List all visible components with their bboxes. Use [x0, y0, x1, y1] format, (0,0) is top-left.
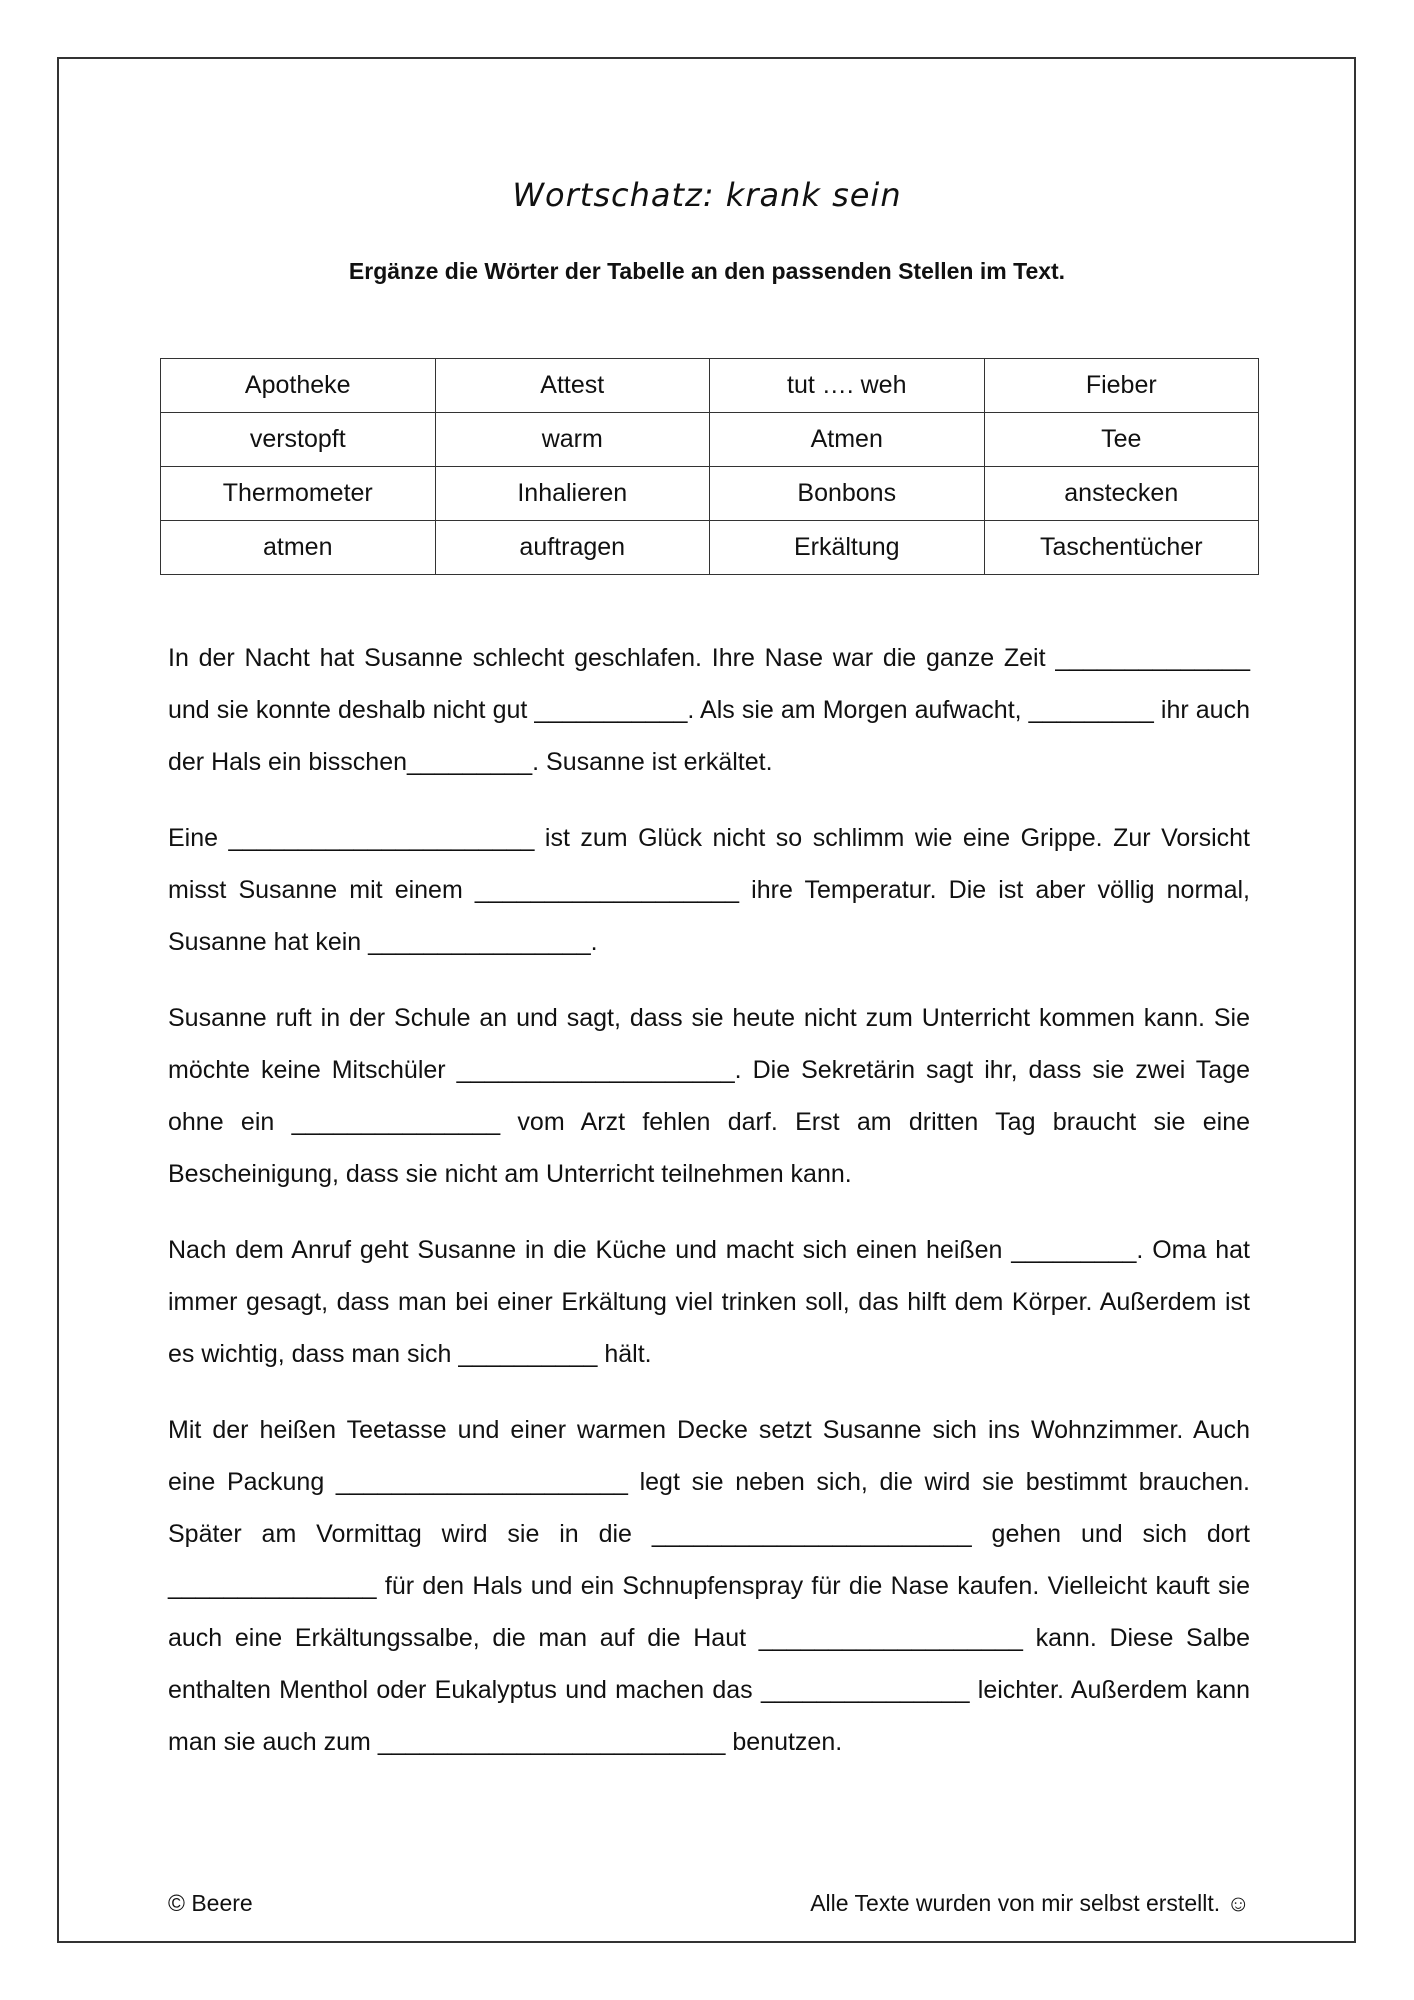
word-bank-cell: Atmen: [710, 413, 985, 467]
cloze-paragraph: Nach dem Anruf geht Susanne in die Küche und macht sich einen heißen _________. Oma hat immer gesagt, dass man bei einer Erkältung viel trinken soll, das hilft dem Körper. Außerdem ist es wichtig, dass man sich __________ hält.: [168, 1236, 1250, 1368]
word-bank-cell: auftragen: [435, 521, 710, 575]
word-bank-cell: verstopft: [161, 413, 436, 467]
word-bank-cell: Bonbons: [710, 467, 985, 521]
word-bank-cell: Tee: [984, 413, 1259, 467]
word-bank-table: [160, 358, 1259, 575]
word-bank-row: [161, 467, 1259, 521]
word-bank-row: [161, 521, 1259, 575]
word-bank-cell: Fieber: [984, 359, 1259, 413]
word-bank-cell: Taschentücher: [984, 521, 1259, 575]
worksheet-title: Wortschatz: krank sein: [512, 176, 902, 214]
word-bank-cell: tut …. weh: [710, 359, 985, 413]
word-bank-cell: Apotheke: [161, 359, 436, 413]
cloze-paragraph: In der Nacht hat Susanne schlecht geschlafen. Ihre Nase war die ganze Zeit ______________ und sie konnte deshalb nicht gut ___________. Als sie am Morgen aufwacht, _________ ihr auch der Hals ein bisschen_________. Susanne ist erkältet.: [168, 644, 1250, 776]
word-bank-cell: Thermometer: [161, 467, 436, 521]
word-bank-row: [161, 359, 1259, 413]
word-bank-cell: Erkältung: [710, 521, 985, 575]
cloze-paragraph: Mit der heißen Teetasse und einer warmen Decke setzt Susanne sich ins Wohnzimmer. Auch eine Packung _____________________ legt sie neben sich, die wird sie bestimmt brauchen. Später am Vormittag wird sie in die _______________________ gehen und sich dort _______________ für den Hals und ein Schnupfenspray für die Nase kaufen. Vielleicht kauft sie auch eine Erkältungssalbe, die man auf die Haut ___________________ kann. Diese Salbe enthalten Menthol oder Eukalyptus und machen das _______________ leichter. Außerdem kann man sie auch zum _________________________ benutzen.: [168, 1416, 1250, 1756]
word-bank-cell: Inhalieren: [435, 467, 710, 521]
cloze-paragraph: Susanne ruft in der Schule an und sagt, dass sie heute nicht zum Unterricht kommen kann. Sie möchte keine Mitschüler ____________________. Die Sekretärin sagt ihr, dass sie zwei Tage ohne ein _______________ vom Arzt fehlen darf. Erst am dritten Tag braucht sie eine Bescheinigung, dass sie nicht am Unterricht teilnehmen kann.: [168, 1004, 1250, 1188]
word-bank-cell: warm: [435, 413, 710, 467]
word-bank-cell: atmen: [161, 521, 436, 575]
footer-note: Alle Texte wurden von mir selbst erstellt. ☺: [810, 1890, 1250, 1916]
word-bank-row: [161, 413, 1259, 467]
worksheet-instruction: Ergänze die Wörter der Tabelle an den passenden Stellen im Text.: [348, 258, 1066, 284]
word-bank-cell: anstecken: [984, 467, 1259, 521]
cloze-text: [168, 632, 1250, 1792]
cloze-paragraph: Eine ______________________ ist zum Glück nicht so schlimm wie eine Grippe. Zur Vorsicht misst Susanne mit einem ___________________ ihre Temperatur. Die ist aber völlig normal, Susanne hat kein ________________.: [168, 824, 1250, 956]
footer-copyright: © Beere: [168, 1890, 253, 1916]
word-bank-cell: Attest: [435, 359, 710, 413]
